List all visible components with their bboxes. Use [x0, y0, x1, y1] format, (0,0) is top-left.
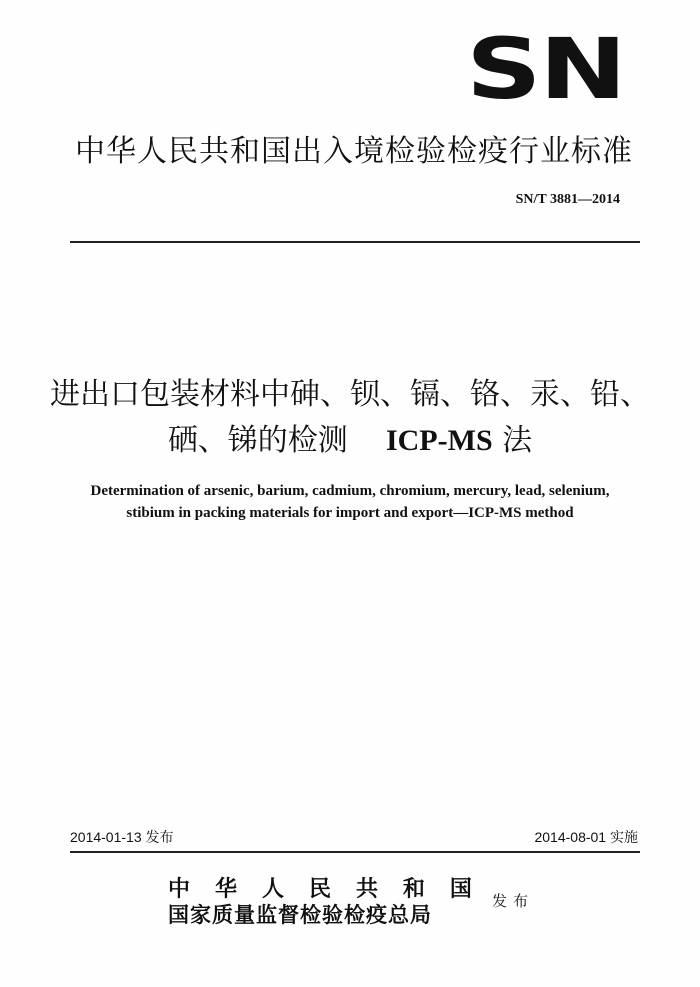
- issuer-char: 人: [261, 876, 284, 902]
- top-divider: [70, 241, 640, 243]
- issuer-char: 中: [168, 876, 191, 902]
- english-title-line-1: Determination of arsenic, barium, cadmium, chromium, mercury, lead, selenium,: [90, 483, 610, 499]
- issuer-agency: 国家质量监督检验检疫总局: [168, 902, 432, 927]
- chinese-title: [40, 372, 660, 464]
- english-title: [40, 480, 660, 524]
- issuer-char: 华: [214, 876, 237, 902]
- sn-logo-text: SN: [466, 20, 625, 118]
- chinese-title-line-2-text: 硒、锑的检测: [167, 423, 348, 458]
- bottom-divider: [70, 851, 640, 853]
- chinese-title-line-2: [40, 418, 660, 464]
- industry-standard-title: 中华人民共和国出入境检验检疫行业标准: [75, 134, 633, 169]
- issuer-country: [168, 876, 472, 902]
- issuer-block: [168, 876, 472, 928]
- issuer-char: 和: [402, 876, 425, 902]
- chinese-title-line-1: 进出口包装材料中砷、钡、镉、铬、汞、铅、: [50, 377, 650, 412]
- english-title-line-2: stibium in packing materials for import and export—ICP-MS method: [126, 505, 574, 521]
- issue-word: 发布: [492, 892, 535, 910]
- sn-logo: [466, 20, 625, 118]
- issuer-char: 民: [308, 876, 331, 902]
- method-name: ICP-MS: [385, 424, 493, 457]
- issuer-char: 共: [355, 876, 378, 902]
- standard-number: SN/T 3881—2014: [515, 192, 620, 207]
- issue-date: 2014-01-13 发布: [70, 829, 174, 845]
- issuer-char: 国: [449, 876, 472, 902]
- implementation-date: 2014-08-01 实施: [534, 829, 638, 845]
- method-suffix: 法: [502, 423, 533, 458]
